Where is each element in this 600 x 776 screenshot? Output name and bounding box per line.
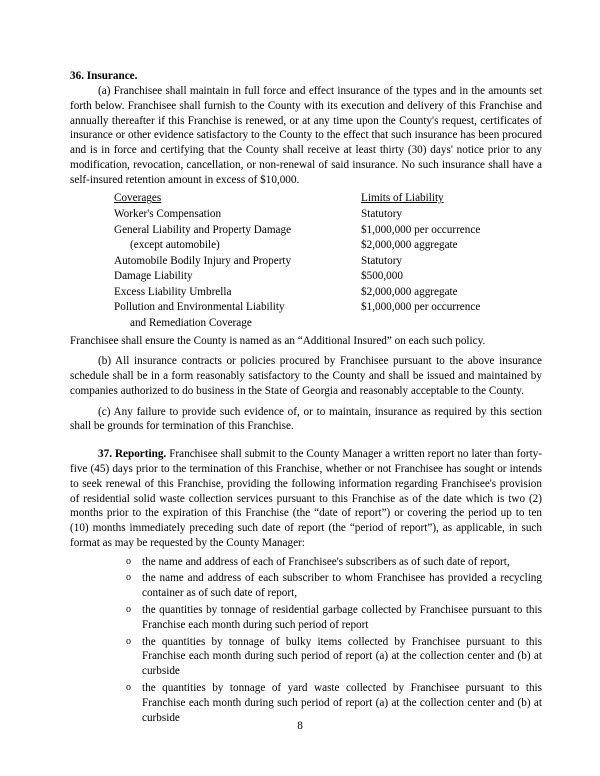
list-item	[70, 681, 542, 725]
limit-cell: $2,000,000 aggregate	[361, 285, 458, 298]
list-item-text: the name and address of each subscriber to whom Franchisee has provided a recycling container as of such date of report,	[142, 572, 542, 600]
coverage-cell: General Liability and Property Damage	[114, 223, 292, 236]
limit-cell: $2,000,000 aggregate	[361, 239, 458, 252]
section-heading-insurance: 36. Insurance.	[70, 70, 138, 82]
coverage-cell: and Remediation Coverage	[130, 316, 252, 329]
bullet-marker-icon: o	[126, 604, 131, 616]
coverage-cell: Excess Liability Umbrella	[114, 285, 232, 298]
list-item	[70, 555, 542, 570]
bullet-marker-icon: o	[126, 635, 131, 647]
coverage-cell: Worker's Compensation	[114, 208, 222, 221]
column-header-coverages: Coverages	[114, 192, 162, 205]
section-reporting	[70, 447, 542, 725]
limit-cell: $1,000,000 per occurrence	[361, 223, 481, 236]
insurance-paragraph-c: (c) Any failure to provide such evidence of, or to maintain, insurance as required by this section shall be grounds for termination of this Franchise.	[70, 405, 542, 433]
limit-cell: $500,000	[361, 270, 403, 283]
section-insurance	[70, 70, 542, 434]
insurance-paragraph-a: (a) Franchisee shall maintain in full force and effect insurance of the types and in the amounts set forth below. Franchisee shall furnish to the County with its execution and delivery of this Franchise and annually thereafter if this Franchise is renewed, or at any time upon the County's request, certificates of insurance or other evidence satisfactory to the County to the effect that such insurance has been procured and is in force and certifying that the County shall receive at least thirty (30) days' notice prior to any modification, revocation, cancellation, or non-renewal of said insurance. No such insurance shall have a self-insured retention amount in excess of $10,000.	[70, 85, 542, 186]
list-item	[70, 603, 542, 633]
reporting-intro-paragraph	[70, 447, 542, 550]
list-item-text: the quantities by tonnage of yard waste collected by Franchisee pursuant to this Franchise each month during such period of report (a) at the collection center and (b) at curbside	[142, 681, 542, 724]
bullet-marker-icon: o	[126, 572, 131, 584]
insurance-coverage-table	[70, 191, 542, 331]
section-heading-reporting: 37. Reporting.	[98, 448, 167, 461]
bullet-marker-icon: o	[126, 555, 131, 567]
table-row	[70, 300, 542, 316]
list-item-text: the quantities by tonnage of bulky items collected by Franchisee pursuant to this Franchise each month during such period of report (a) at the collection center and (b) at curbside	[142, 635, 542, 678]
table-row	[70, 285, 542, 301]
limit-cell: $1,000,000 per occurrence	[361, 301, 481, 314]
insurance-additional-insured-note: Franchisee shall ensure the County is named as an “Additional Insured” on each such policy.	[70, 334, 486, 347]
insurance-paragraph-b: (b) All insurance contracts or policies procured by Franchisee pursuant to the above insurance schedule shall be in a form reasonably satisfactory to the County and shall be issued and maintained by companies authorized to do business in the State of Georgia and reasonably acceptable to the County.	[70, 355, 542, 397]
coverage-cell: (except automobile)	[130, 239, 220, 252]
coverage-cell: Automobile Bodily Injury and Property	[114, 254, 292, 267]
coverage-cell: Damage Liability	[114, 270, 193, 283]
list-item	[70, 635, 542, 679]
table-row	[70, 254, 542, 270]
table-row	[70, 316, 542, 332]
column-header-limits: Limits of Liability	[361, 192, 444, 205]
table-row	[70, 207, 542, 223]
bullet-marker-icon: o	[126, 681, 131, 693]
page-number: 8	[297, 720, 303, 732]
coverage-cell: Pollution and Environmental Liability	[114, 301, 285, 314]
table-row	[70, 269, 542, 285]
list-item-text: the quantities by tonnage of residential garbage collected by Franchisee pursuant to this Franchise each month during such period of report	[142, 604, 542, 631]
reporting-intro-text: Franchisee shall submit to the County Manager a written report no later than forty-five (45) days prior to the termination of this Franchise, whether or not Franchisee has sought or intends to seek renewal of this Franchise, providing the following information regarding Franchisee's provision of residential solid waste collection services pursuant to this Franchise as of the date which is two (2) months prior to the expiration of this Franchise (the “date of report”) or covering the period up to ten (10) months immediately preceding such date of report (the “period of report”), as applicable, in such format as may be requested by the County Manager:	[70, 448, 543, 549]
table-row	[70, 223, 542, 239]
limit-cell: Statutory	[361, 208, 403, 221]
limit-cell: Statutory	[361, 254, 403, 267]
table-row	[70, 238, 542, 254]
list-item-text: the name and address of each of Franchisee's subscribers as of such date of report,	[142, 555, 510, 568]
reporting-bullet-list	[70, 555, 542, 726]
table-header-row	[70, 191, 542, 207]
list-item	[70, 571, 542, 601]
limit-cell	[357, 316, 542, 332]
